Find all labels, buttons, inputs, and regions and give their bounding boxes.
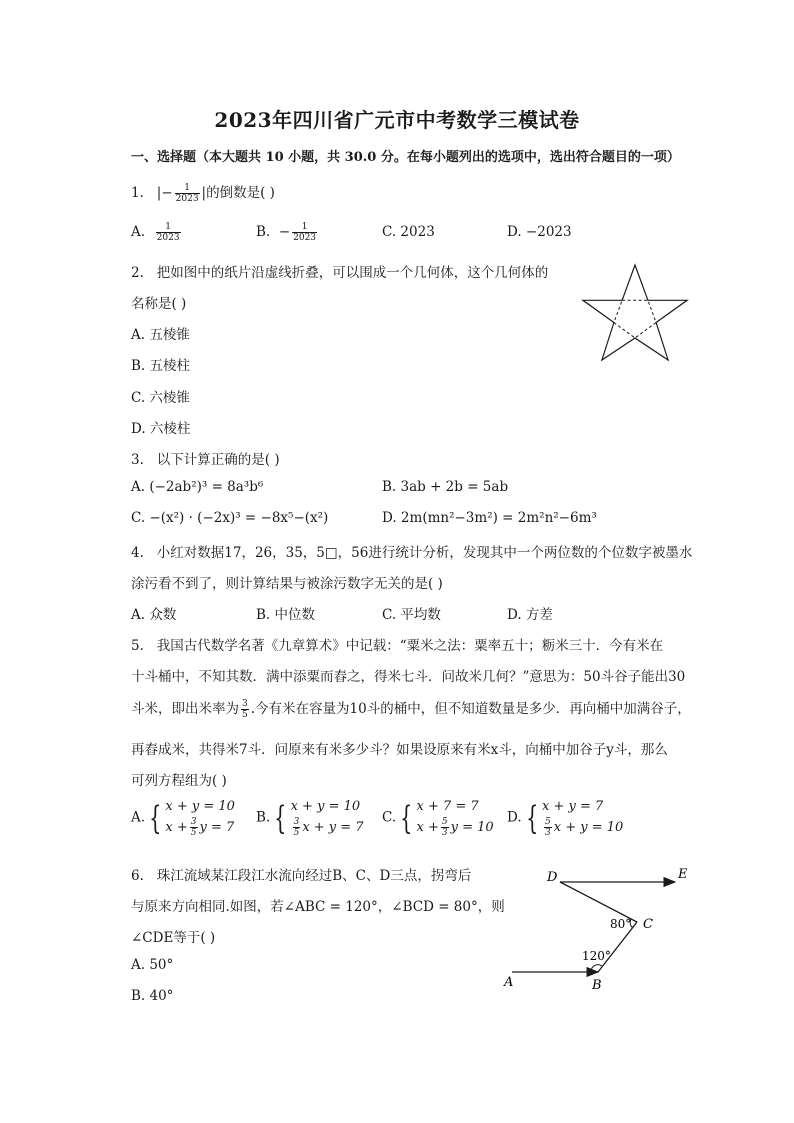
q3-option-a[interactable]: A. (−2ab²)³ = 8a³b⁶ <box>131 479 264 495</box>
q1-frac-den: 2023 <box>175 194 199 204</box>
q1-option-d[interactable]: D. −2023 <box>507 224 572 240</box>
star-net-figure <box>580 262 690 364</box>
q1-a-fraction <box>156 222 181 243</box>
label-E: E <box>678 867 688 882</box>
equation-system <box>165 797 235 838</box>
equation-row: x + y = 7 <box>542 799 604 814</box>
q6-line2: 与原来方向相同.如图，若∠ABC = 120°，∠BCD = 80°，则 <box>131 899 505 915</box>
equation-row <box>165 817 235 838</box>
q4-option-c[interactable]: C. 平均数 <box>382 607 441 623</box>
question-number: 3. <box>131 452 144 468</box>
frac-den: 2023 <box>156 233 180 243</box>
brace-icon: { <box>525 798 538 837</box>
frac-num: 5 <box>441 817 448 827</box>
q4-line1: 小红对数据17，26，35，5□，56进行统计分析，发现其中一个两位数的个位数字被墨水 <box>156 545 693 561</box>
eq-part: x + y = 7 <box>302 820 364 835</box>
q5-option-d[interactable] <box>507 797 623 838</box>
q1-b-fraction <box>292 222 317 243</box>
frac-den: 5 <box>293 828 300 838</box>
equation-system <box>417 797 494 838</box>
frac-num: 5 <box>545 817 551 827</box>
page-title: 2023年四川省广元市中考数学三模试卷 <box>214 108 580 132</box>
q4-option-a[interactable]: A. 众数 <box>131 607 177 623</box>
eq-part: x + <box>165 820 188 835</box>
q5-line2: 十斗桶中，不知其数．满中添粟而舂之，得米七斗．问故米几何？”意思为：50斗谷子能出30 <box>131 669 686 685</box>
q1-option-b[interactable] <box>256 222 319 243</box>
q1-option-a[interactable] <box>131 222 183 243</box>
eq-fraction <box>544 817 552 838</box>
label-C: C <box>643 917 653 932</box>
question-number: 4. <box>131 545 144 561</box>
frac-den: 3 <box>545 828 551 838</box>
frac-den: 5 <box>190 828 197 838</box>
frac-den: 5 <box>242 710 248 720</box>
q3-stem-text: 以下计算正确的是( ) <box>156 452 280 468</box>
q4-option-d[interactable]: D. 方差 <box>507 607 553 623</box>
question-number: 6. <box>131 868 144 884</box>
q5-option-a[interactable] <box>131 797 235 838</box>
frac-den: 2023 <box>293 233 317 243</box>
equation-row <box>542 817 623 838</box>
q1-expr-post: |的倒数是( ) <box>201 185 275 201</box>
q3-option-c[interactable]: C. −(x²) · (−2x)³ = −8x⁵−(x²) <box>131 510 329 526</box>
q2-line1: 把如图中的纸片沿虚线折叠，可以围成一个几何体，这个几何体的 <box>156 265 549 281</box>
option-label: A. <box>131 809 146 826</box>
equation-row: x + 7 = 7 <box>416 799 479 814</box>
question-number: 1. <box>131 185 144 201</box>
q5-option-c[interactable] <box>382 797 494 838</box>
equation-row: x + y = 10 <box>290 799 361 814</box>
q5-option-b[interactable] <box>256 797 364 838</box>
eq-part: x + y = 10 <box>553 820 624 835</box>
q6-option-b[interactable]: B. 40° <box>131 988 174 1004</box>
frac-num: 3 <box>293 817 300 827</box>
angle-label-B: 120° <box>582 949 611 963</box>
question-4-stem <box>131 541 692 561</box>
q2-option-d[interactable]: D. 六棱柱 <box>131 421 191 437</box>
q5-line1: 我国古代数学名著《九章算术》中记载：“粟米之法：粟率五十；粝米三十．今有米在 <box>156 638 664 654</box>
option-label: A. <box>131 224 146 240</box>
eq-fraction <box>441 817 449 838</box>
q5-line3-post: .今有米在容量为10斗的桶中，但不知道数量是多少．再向桶中加满谷子， <box>250 701 691 717</box>
option-label: C. <box>382 809 397 826</box>
label-A: A <box>504 975 514 990</box>
q3-option-b[interactable]: B. 3ab + 2b = 5ab <box>382 479 509 495</box>
question-2-stem <box>131 261 548 281</box>
equation-system <box>542 797 623 838</box>
q2-line2: 名称是( ) <box>131 296 187 312</box>
line-DC <box>560 882 637 922</box>
question-number: 5. <box>131 638 144 654</box>
minus-sign: − <box>278 224 291 240</box>
q2-option-a[interactable]: A. 五棱锥 <box>131 327 190 343</box>
eq-fraction <box>293 817 301 838</box>
question-1-stem <box>131 181 275 204</box>
q6-option-a[interactable]: A. 50° <box>131 957 174 973</box>
angle-label-C: 80° <box>610 917 632 931</box>
q4-line2: 涂污看不到了，则计算结果与被涂污数字无关的是( ) <box>131 576 443 592</box>
equation-row <box>291 817 364 838</box>
q6-line3: ∠CDE等于( ) <box>131 930 216 946</box>
option-label: B. <box>256 809 271 826</box>
brace-icon: { <box>400 798 413 837</box>
question-number: 2. <box>131 265 144 281</box>
brace-icon: { <box>274 798 287 837</box>
q1-frac-num: 1 <box>175 183 200 194</box>
q5-line3-pre: 斗米，即出米率为 <box>131 701 239 717</box>
q1-expr-pre: |− <box>156 185 173 201</box>
label-B: B <box>592 978 602 993</box>
option-label: D. <box>507 809 522 826</box>
label-D: D <box>547 870 558 885</box>
q1-fraction <box>175 183 200 204</box>
eq-part: x + <box>416 820 439 835</box>
star-fold-lines <box>614 300 656 338</box>
frac-num: 1 <box>292 222 317 233</box>
frac-den: 3 <box>441 828 448 838</box>
question-5-stem <box>131 634 663 654</box>
option-label: B. <box>256 224 271 240</box>
equation-row: x + y = 10 <box>165 799 235 814</box>
eq-part: y = 10 <box>450 820 494 835</box>
q2-option-b[interactable]: B. 五棱柱 <box>131 358 191 374</box>
q5-line5: 可列方程组为( ) <box>131 773 227 789</box>
q2-option-c[interactable]: C. 六棱锥 <box>131 390 190 406</box>
question-3-stem <box>131 448 280 468</box>
section-heading: 一、选择题（本大题共 10 小题，共 30.0 分。在每小题列出的选项中，选出符合题目的一项） <box>131 150 680 165</box>
star-outline <box>583 265 687 360</box>
q6-line1: 珠江流域某江段江水流向经过B、C、D三点，拐弯后 <box>156 868 472 884</box>
q4-option-b[interactable]: B. 中位数 <box>256 607 316 623</box>
eq-fraction <box>190 817 198 838</box>
q1-option-c[interactable]: C. 2023 <box>382 224 435 240</box>
frac-num: 3 <box>242 699 248 709</box>
q5-line3 <box>131 697 691 720</box>
q5-fraction <box>241 699 249 720</box>
brace-icon: { <box>149 798 162 837</box>
equation-system <box>291 797 364 838</box>
frac-num: 1 <box>156 222 181 233</box>
question-6-stem <box>131 864 471 884</box>
frac-num: 3 <box>190 817 197 827</box>
eq-part: y = 7 <box>199 820 235 835</box>
q3-option-d[interactable]: D. 2m(mn²−3m²) = 2m²n²−6m³ <box>382 510 597 526</box>
q5-line4: 再舂成米，共得米7斗．问原来有米多少斗？如果设原来有米x斗，向桶中加谷子y斗，那么 <box>131 742 668 758</box>
equation-row <box>417 817 494 838</box>
river-angle-figure <box>500 862 700 997</box>
